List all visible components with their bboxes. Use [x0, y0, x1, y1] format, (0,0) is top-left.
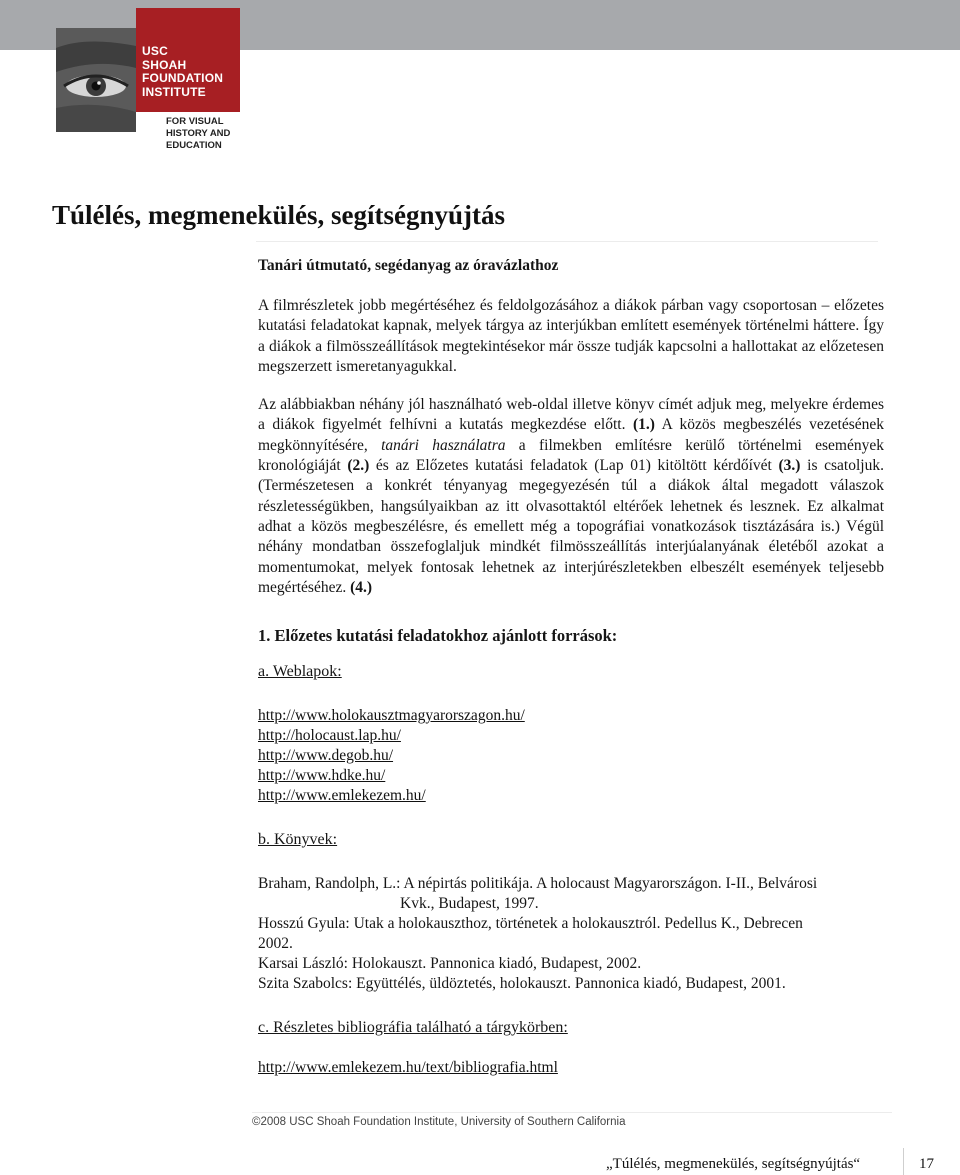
- running-title: „Túlélés, megmenekülés, segítségnyújtás“: [606, 1156, 861, 1172]
- page-title: Túlélés, megmenekülés, segítségnyújtás: [52, 200, 505, 230]
- bibliography-link[interactable]: http://www.emlekezem.hu/text/bibliografia.html: [258, 1059, 558, 1077]
- section-heading: 1. Előzetes kutatási feladatokhoz ajánlott források:: [258, 626, 618, 646]
- book-entry: Karsai László: Holokauszt. Pannonica kiadó, Budapest, 2002.: [258, 955, 642, 973]
- sources-paragraph: Az alábbiakban néhány jól használható web-oldal illetve könyv címét adjuk meg, melyekre érdemes a diákok figyelmét felhívni a kutatás megkezdése előtt. (1.) A közös megbeszélés vezetésének megkönnyítésére, tanári használatra a filmekben említésre kerülő történelmi események kronológiáját (2.) és az Előzetes kutatási feladatok (Lap 01) kitöltött kérdőívét (3.) is csatoljuk. (Természetesen a konkrét tényanyag megegyezésén túl a diákok által megadott válaszok részletességükben, hangsúlyaikban az itt olvasottaktól eltérőek lehetnek és lesznek. Ez alkalmat adhat a közös megbeszélésre, és emellett még a topográfiai vonatkozások tisztázására is.) Végül néhány mondatban összefoglaljuk mindkét filmösszeállítás interjúalanyának életéből azokat a momentumokat, melyek fontosak lehetnek az interjúrészletekben elbeszélt események teljesebb megértéséhez. (4.): [258, 396, 884, 596]
- books-list: [258, 874, 884, 994]
- footer-divider: [252, 1112, 892, 1113]
- weblink[interactable]: http://www.hdke.hu/: [258, 767, 386, 785]
- weblink[interactable]: http://holocaust.lap.hu/: [258, 727, 401, 745]
- book-entry: Szita Szabolcs: Együttélés, üldöztetés, holokauszt. Pannonica kiadó, Budapest, 2001.: [258, 975, 786, 993]
- logo-eye-photo: [56, 28, 136, 132]
- book-entry: Hosszú Gyula: Utak a holokauszthoz, történetek a holokausztról. Pedellus K., Debrecen 2002.: [258, 915, 803, 953]
- weblinks-label: a. Weblapok:: [258, 663, 342, 681]
- weblink[interactable]: http://www.degob.hu/: [258, 747, 394, 765]
- page-number: 17: [919, 1156, 934, 1172]
- book-entry: Braham, Randolph, L.: A népirtás politikája. A holocaust Magyarországon. I-II., Belvárosi Kvk., Budapest, 1997.: [258, 875, 818, 913]
- logo-red-block: [136, 8, 240, 112]
- weblink[interactable]: http://www.holokausztmagyarorszagon.hu/: [258, 707, 525, 725]
- copyright-notice: ©2008 USC Shoah Foundation Institute, University of Southern California: [252, 1116, 626, 1128]
- bibliography-label: c. Részletes bibliográfia található a tárgykörben:: [258, 1019, 568, 1037]
- weblinks-list: [258, 706, 884, 806]
- logo-tagline: FOR VISUAL HISTORY AND EDUCATION: [166, 116, 231, 151]
- main-content: [258, 256, 884, 1078]
- title-divider: [256, 241, 878, 242]
- books-label: b. Könyvek:: [258, 831, 338, 849]
- document-subtitle: Tanári útmutató, segédanyag az óravázlathoz: [258, 257, 559, 274]
- intro-paragraph: A filmrészletek jobb megértéséhez és feldolgozásához a diákok párban vagy csoportosan – előzetes kutatási feladatokat kapnak, melyek tárgya az interjúkban említett események történelmi háttere. Így a diákok a filmösszeállítások megtekintésekor már össze tudják kapcsolni a hallottakat az előzetesen megszerzett ismeretanyagukkal.: [258, 297, 884, 375]
- page-number-divider: [903, 1148, 904, 1175]
- weblink[interactable]: http://www.emlekezem.hu/: [258, 787, 426, 805]
- logo-institute-name: USC SHOAH FOUNDATION INSTITUTE: [142, 44, 224, 99]
